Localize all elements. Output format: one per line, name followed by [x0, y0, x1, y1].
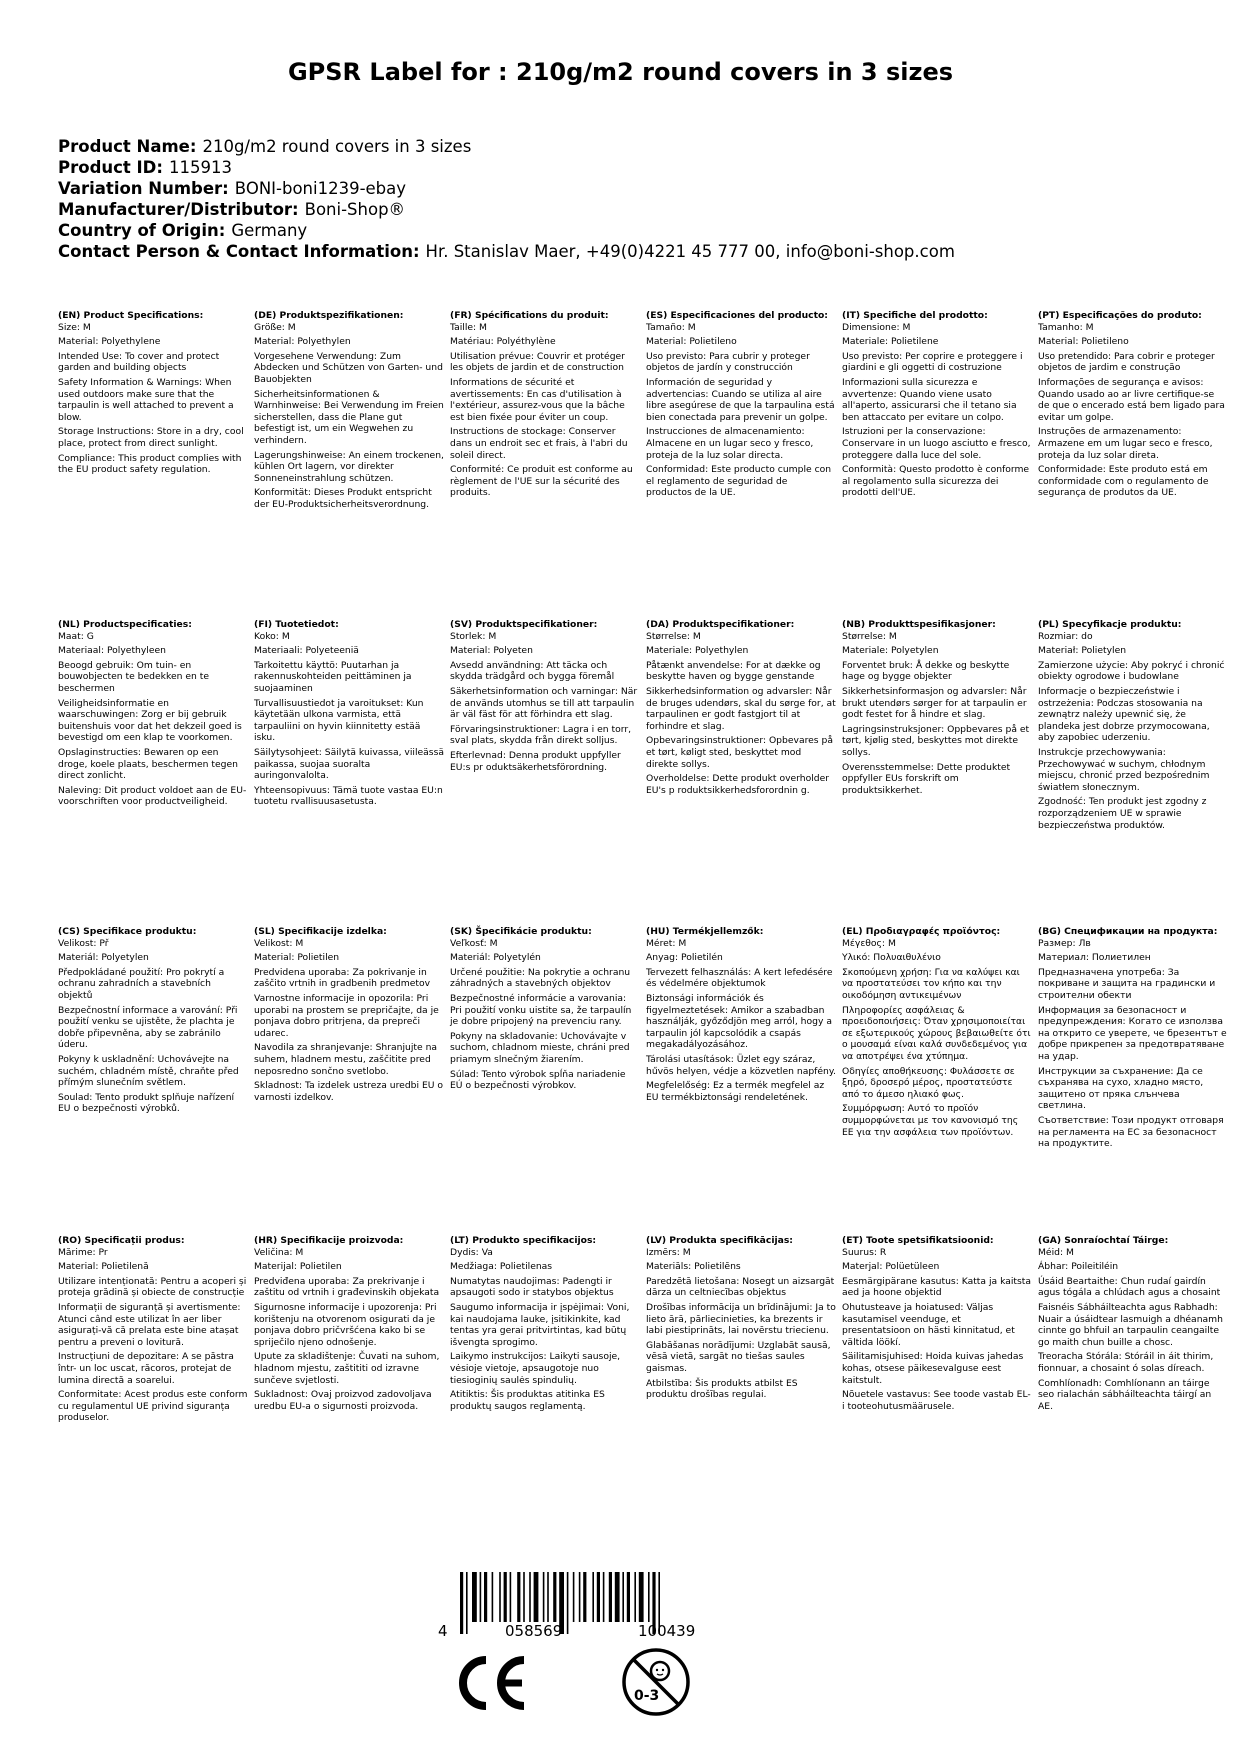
info-value: Boni-Shop® — [304, 200, 406, 219]
spec-text: Treoracha Stórála: Stóráil in áit thirim, fionnuar, a chosaint ó solas díreach. — [1038, 1351, 1214, 1374]
spec-text: Předpokládané použití: Pro pokrytí a ochranu zahradních a stavebních objektů — [58, 966, 225, 1001]
barcode-bar — [534, 1572, 539, 1622]
spec-text: Conformità: Questo prodotto è conforme al regolamento sulla sicurezza dei prodotti dell'UE. — [842, 464, 1030, 499]
spec-text: Uso previsto: Para cubrir y proteger objetos de jardín y construcción — [646, 350, 810, 374]
spec-text: Avsedd användning: Att täcka och skydda trädgård och bygga föremål — [450, 659, 615, 683]
spec-text: Zgodność: Ten produkt jest zgodny z rozporządzeniem UE w sprawie bezpieczeństwa produktów. — [1038, 796, 1207, 831]
spec-heading: (FI) Tuotetiedot: — [254, 619, 339, 630]
spec-text: Materjal: Polüetüleen — [842, 1261, 940, 1273]
barcode-bar — [504, 1572, 507, 1622]
spec-text: Υλικό: Πολυαιθυλένιο — [842, 952, 941, 964]
barcode-bar — [609, 1572, 612, 1622]
barcode-bar — [615, 1572, 620, 1622]
barcode-bar — [510, 1572, 512, 1622]
spec-text: Maat: G — [58, 630, 94, 642]
not-for-children-0-3-icon — [620, 1646, 692, 1718]
ean-barcode — [438, 1572, 738, 1642]
spec-heading: (CS) Specifikace produktu: — [58, 926, 197, 937]
spec-text: Informations de sécurité et avertissements: En cas d'utilisation à l'extérieur, assurez-vous que la bâche est bien fixée pour éviter un coup. — [450, 376, 625, 423]
spec-text: Tamaño: M — [646, 321, 696, 333]
spec-text: Uso pretendido: Para cobrir e proteger objetos de jardim e construção — [1038, 350, 1215, 374]
spec-text: Ábhar: Poileitiléin — [1038, 1261, 1119, 1273]
spec-text: Pokyny k uskladnění: Uchovávejte na suchém, chladném místě, chraňte před přímým slunečním světlem. — [58, 1053, 239, 1089]
spec-text: Konformität: Dieses Produkt entspricht der EU-Produktsicherheitsverordnung. — [254, 487, 432, 510]
spec-text: Οδηγίες αποθήκευσης: Φυλάσσετε σε ξηρό, δροσερό μέρος, προστατεύστε από το άμεσο ηλιακό φως. — [842, 1065, 1015, 1100]
variation-number-row — [58, 178, 1208, 199]
barcode-bar — [523, 1572, 525, 1622]
spec-text: Suurus: R — [842, 1246, 887, 1258]
spec-text: Faisnéis Sábháilteachta agus Rabhadh: Nuair a úsáidtear lasmuigh a dhéanamh cinnte go bhfuil an tarpaulin ceangailte go maith chun buille a chosc. — [1038, 1301, 1223, 1348]
spec-text: Velikost: Př — [58, 937, 109, 949]
spec-text: Rozmiar: do — [1038, 630, 1093, 642]
barcode-bar — [529, 1572, 531, 1622]
barcode-bar — [573, 1572, 575, 1622]
barcode-bar — [499, 1572, 501, 1622]
spec-text: Материал: Полиетилен — [1038, 952, 1151, 964]
spec-text: Предназначена употреба: За покриване и защита на градински и строителни обекти — [1038, 966, 1216, 1001]
spec-text: Forventet bruk: Å dekke og beskytte hage og bygge objekter — [842, 659, 1010, 683]
spec-text: Yhteensopivuus: Tämä tuote vastaa EU:n tuotetu rvallisuusasetusta. — [254, 784, 443, 808]
spec-text: Material: Polietileno — [646, 336, 737, 348]
spec-text: Intended Use: To cover and protect garden and building objects — [58, 350, 220, 374]
barcode-bar — [460, 1572, 463, 1634]
spec-text: Säilitamisjuhised: Hoida kuivas jahedas kohas, otsese päikesevalguse eest kaitstult. — [842, 1351, 1024, 1386]
spec-text: Sigurnosne informacije i upozorenja: Pri korištenju na otvorenom osigurati da je ponjava dobro pričvršćena kako bi se spriječilo njeno odnošenje. — [254, 1301, 437, 1348]
spec-text: Påtænkt anvendelse: For at dække og beskytte haven og bygge genstande — [646, 659, 821, 683]
info-value: 115913 — [168, 158, 232, 177]
spec-text: Istruzioni per la conservazione: Conservare in un luogo asciutto e fresco, proteggere dalla luce del sole. — [842, 426, 1031, 461]
barcode-bar — [472, 1572, 477, 1622]
barcode-bar — [553, 1572, 556, 1622]
spec-text: Veľkosť: M — [450, 937, 498, 949]
spec-text: Izmērs: M — [646, 1246, 691, 1258]
spec-text: Informazioni sulla sicurezza e avvertenze: Quando viene usato all'aperto, assicurarsi che il tetano sia ben attaccato per evitare un colpo. — [842, 376, 1017, 423]
barcode-bar — [592, 1572, 594, 1622]
info-value: Hr. Stanislav Maer, +49(0)4221 45 777 00, info@boni-shop.com — [425, 242, 955, 261]
spec-block — [646, 619, 836, 799]
product-name-row — [58, 136, 1208, 157]
spec-text: Material: Polietilenă — [58, 1261, 149, 1273]
barcode-digits-left: 058569 — [505, 1622, 563, 1640]
spec-text: Material: Polietileno — [1038, 336, 1129, 348]
spec-text: Größe: M — [254, 321, 296, 333]
spec-text: Informații de siguranță și avertismente: Atunci când este utilizat în aer liber asigurați-vă că prelata este bine atașat pentru a preveni o lovitură. — [58, 1301, 241, 1348]
spec-text: Vorgesehene Verwendung: Zum Abdecken und Schützen von Garten- und Bauobjekten — [254, 350, 443, 385]
spec-text: Anyag: Polietilén — [646, 952, 723, 964]
spec-text: Uso previsto: Per coprire e proteggere i giardini e gli oggetti di costruzione — [842, 350, 1023, 374]
spec-text: Veličina: M — [254, 1246, 304, 1258]
spec-heading: (EN) Product Specifications: — [58, 310, 204, 321]
barcode-bar — [480, 1572, 482, 1622]
spec-text: Instrukcje przechowywania: Przechowywać w suchym, chłodnym miejscu, chronić przed bezpośrednim światłem słonecznym. — [1038, 746, 1210, 793]
spec-block — [450, 619, 640, 776]
spec-heading: (DE) Produktspezifikationen: — [254, 310, 404, 321]
barcode-bar — [579, 1572, 581, 1622]
spec-text: Förvaringsinstruktioner: Lagra i en torr, sval plats, skydda från direkt solljus. — [450, 723, 632, 747]
age-range-text: 0-3 — [634, 1688, 660, 1704]
spec-block — [254, 619, 444, 811]
spec-text: Tárolási utasítások: Üzlet egy száraz, hűvös helyen, védje a közvetlen napfény. — [646, 1053, 836, 1077]
spec-text: Säkerhetsinformation och varningar: När de används utomhus se till att tarpaulin är väl fäst för att förhindra ett slag. — [450, 685, 638, 721]
spec-text: Informacje o bezpieczeństwie i ostrzeżenia: Podczas stosowania na zewnątrz należy upewnić się, że plandeka jest dobrze przymocowana, aby zapobiec uderzeniu. — [1038, 685, 1210, 744]
spec-text: Sicherheitsinformationen & Warnhinweise: Bei Verwendung im Freien sicherstellen, dass die Plane gut befestigt ist, um ein Wegwehen zu verhindern. — [254, 388, 444, 446]
spec-heading: (PT) Especificações do produto: — [1038, 310, 1202, 321]
barcode-bar — [639, 1572, 644, 1622]
spec-text: Safety Information & Warnings: When used outdoors make sure that the tarpaulin is well attached to prevent a blow. — [58, 376, 234, 423]
info-value: BONI-boni1239-ebay — [234, 179, 407, 198]
spec-text: Størrelse: M — [646, 630, 701, 642]
spec-heading: (HR) Specifikacije proizvoda: — [254, 1235, 404, 1246]
spec-block — [842, 310, 1032, 502]
spec-text: Atbilstība: Šis produkts atbilst ES produktu drošības regulai. — [646, 1377, 798, 1401]
info-key: Variation Number: — [58, 179, 229, 198]
spec-block — [646, 926, 836, 1106]
spec-block — [1038, 926, 1228, 1153]
spec-text: Predviđena uporaba: Za prekrivanje i zaštitu od vrtnih i građevinskih objekata — [254, 1275, 440, 1299]
spec-text: Materiale: Polietilene — [842, 336, 939, 348]
barcode-digit-first: 4 — [438, 1622, 448, 1640]
info-key: Product Name: — [58, 137, 197, 156]
spec-text: Súlad: Tento výrobok spĺňa nariadenie EÚ o bezpečnosti výrobkov. — [450, 1068, 626, 1092]
spec-block — [646, 1235, 836, 1404]
spec-heading: (ET) Toote spetsifikatsioonid: — [842, 1235, 994, 1246]
spec-text: Overensstemmelse: Dette produktet oppfyller EUs forskrift om produktsikkerhet. — [842, 761, 1011, 796]
spec-heading: (LV) Produkta specifikācijas: — [646, 1235, 793, 1246]
spec-text: Drošības informācija un brīdinājumi: Ja to lieto ārā, pārliecinieties, ka brezents ir labi piestiprināts, lai novērstu triecienu. — [646, 1301, 836, 1337]
spec-text: Material: Polyethylen — [254, 336, 351, 348]
info-key: Product ID: — [58, 158, 163, 177]
spec-heading: (SV) Produktspecifikationer: — [450, 619, 598, 630]
spec-block — [58, 1235, 248, 1427]
barcode-bar — [648, 1572, 650, 1622]
manufacturer-row — [58, 199, 1208, 220]
barcode-bar — [622, 1572, 624, 1622]
spec-block — [842, 926, 1032, 1141]
spec-block — [254, 310, 444, 514]
spec-text: Pokyny na skladovanie: Uchovávajte v suchom, chladnom mieste, chráni pred priamym slnečným žiarením. — [450, 1030, 630, 1065]
barcode-bar — [597, 1572, 600, 1622]
spec-text: Material: Polyethylene — [58, 336, 161, 348]
spec-text: Dimensione: M — [842, 321, 911, 333]
spec-text: Materiál: Polyetylén — [450, 952, 541, 964]
spec-heading: (LT) Produkto specifikacijos: — [450, 1235, 597, 1246]
spec-text: Laikymo instrukcijos: Laikyti sausoje, vėsioje vietoje, apsaugotoje nuo tiesioginių saulės spindulių. — [450, 1351, 621, 1386]
spec-text: Ohutusteave ja hoiatused: Väljas kasutamisel veenduge, et presentatsioon on hästi kinnitatud, et vältida löökí. — [842, 1301, 1015, 1348]
spec-text: Σκοπούμενη χρήση: Για να καλύψει και να προστατεύσει τον κήπο και την οικοδόμηση αντικειμένων — [842, 966, 1020, 1001]
info-key: Contact Person & Contact Information: — [58, 242, 420, 261]
spec-text: Materiale: Polyetylen — [842, 645, 939, 657]
spec-text: Velikost: M — [254, 937, 304, 949]
spec-text: Съответствие: Този продукт отговаря на регламента на ЕС за безопасност на продуктите. — [1038, 1114, 1224, 1150]
spec-text: Informações de segurança e avisos: Quando usado ao ar livre certifique-se de que o encerado está bem ligado para evitar um golpe. — [1038, 376, 1225, 423]
info-value: Germany — [231, 221, 308, 240]
info-key: Country of Origin: — [58, 221, 226, 240]
spec-block — [450, 1235, 640, 1415]
spec-heading: (SL) Specifikacije izdelka: — [254, 926, 387, 937]
ce-mark-icon — [452, 1652, 532, 1714]
spec-heading: (ES) Especificaciones del producto: — [646, 310, 828, 321]
barcode-bar — [634, 1572, 636, 1622]
spec-text: Tarkoitettu käyttö: Puutarhan ja rakennuskohteiden peittäminen ja suojaaminen — [254, 659, 412, 694]
spec-text: Efterlevnad: Denna produkt uppfyller EU:s pr oduktsäkerhetsförordning. — [450, 749, 621, 773]
spec-text: Säilytysohjeet: Säilytä kuivassa, viileässä paikassa, suojaa suoralta auringonvalolta. — [254, 746, 445, 782]
spec-block — [58, 926, 248, 1118]
spec-heading: (PL) Specyfikacje produktu: — [1038, 619, 1182, 630]
spec-text: Sikkerhetsinformasjon og advarsler: Når brukt utendørs sørger for at tarpaulin er godt festet for å hindre et slag. — [842, 685, 1027, 721]
product-info — [58, 136, 1208, 262]
spec-text: Materiál: Polyetylen — [58, 952, 149, 964]
label-title: GPSR Label for : 210g/m2 round covers in 3 sizes — [287, 58, 954, 86]
spec-text: Conformitate: Acest produs este conform cu regulamentul UE privind siguranța produselor. — [58, 1389, 248, 1424]
spec-heading: (IT) Specifiche del prodotto: — [842, 310, 988, 321]
spec-text: Matériau: Polyéthylène — [450, 336, 556, 348]
barcode-bar — [543, 1572, 545, 1622]
spec-block — [1038, 619, 1228, 834]
spec-text: Méret: M — [646, 937, 687, 949]
spec-text: Overholdelse: Dette produkt overholder EU's p roduktsikkerhedsforordnin g. — [646, 773, 830, 796]
spec-text: Varnostne informacije in opozorila: Pri uporabi na prostem se prepričajte, da je ponjava dobro pritrjena, da prepreči udarec. — [254, 992, 439, 1039]
spec-text: Beoogd gebruik: Om tuin- en bouwobjecten te bedekken en te beschermen — [58, 659, 210, 694]
spec-text: Conformidade: Este produto está em conformidade com o regulamento de segurança de produtos da UE. — [1038, 464, 1209, 499]
spec-text: Soulad: Tento produkt splňuje nařízení EU o bezpečnosti výrobků. — [58, 1091, 235, 1115]
spec-text: Συμμόρφωση: Αυτό το προϊόν συμμορφώνεται με τον κανονισμό της ΕΕ για την ασφάλεια των προϊόντων. — [842, 1103, 1019, 1138]
barcode-digits-right: 100439 — [638, 1622, 696, 1640]
spec-heading: (EL) Προδιαγραφές προϊόντος: — [842, 926, 1001, 937]
spec-text: Eesmärgipärane kasutus: Katta ja kaitsta aed ja hoone objektid — [842, 1275, 1032, 1299]
spec-text: Naleving: Dit product voldoet aan de EU-voorschriften voor productveiligheid. — [58, 784, 247, 808]
spec-text: Určené použitie: Na pokrytie a ochranu záhradných a stavebných objektov — [450, 966, 631, 990]
spec-heading: (FR) Spécifications du produit: — [450, 310, 609, 321]
barcode-bar — [547, 1572, 549, 1622]
spec-block — [646, 310, 836, 502]
spec-text: Instruções de armazenamento: Armazene em um lugar seco e fresco, proteja da luz solar direta. — [1038, 426, 1213, 461]
spec-text: Materiał: Polietylen — [1038, 645, 1127, 657]
spec-heading: (NL) Productspecificaties: — [58, 619, 192, 630]
spec-heading: (DA) Produktspecifikationer: — [646, 619, 795, 630]
spec-text: Lagringsinstruksjoner: Oppbevares på et tørt, kjølig sted, beskyttes mot direkte sollys. — [842, 723, 1030, 758]
spec-text: Predvidena uporaba: Za pokrivanje in zaščito vrtnih in gradbenih predmetov — [254, 966, 431, 990]
spec-text: Taille: M — [450, 321, 487, 333]
spec-block — [254, 1235, 444, 1415]
spec-text: Zamierzone użycie: Aby pokryć i chronić obiekty ogrodowe i budowlane — [1038, 659, 1225, 683]
spec-block — [842, 1235, 1032, 1415]
spec-text: Koko: M — [254, 630, 290, 642]
spec-block — [450, 926, 640, 1095]
spec-text: Material: Polyeten — [450, 645, 533, 657]
spec-text: Opbevaringsinstruktioner: Opbevares på et tørt, køligt sted, beskyttet mod direkte sollys. — [646, 735, 833, 770]
spec-text: Medžiaga: Polietilenas — [450, 1261, 553, 1273]
spec-text: Méid: M — [1038, 1246, 1074, 1258]
spec-text: Bezpečnostné informácie a varovania: Pri použití vonku uistite sa, že tarpaulín je dobre pripojený na prevenciu rany. — [450, 992, 632, 1028]
country-row — [58, 220, 1208, 241]
spec-heading: (RO) Specificații produs: — [58, 1235, 185, 1246]
spec-text: Sukladnost: Ovaj proizvod zadovoljava uredbu EU-a o sigurnosti proizvoda. — [254, 1389, 432, 1412]
spec-block — [58, 310, 248, 479]
spec-text: Navodila za shranjevanje: Shranjujte na suhem, hladnem mestu, zaščitite pred neposredno sončno svetlobo. — [254, 1042, 438, 1077]
barcode-bar — [484, 1572, 487, 1622]
spec-text: Storlek: M — [450, 630, 497, 642]
spec-text: Comhlíonadh: Comhlíonann an táirge seo rialachán sábháilteachta táirgí an AE. — [1038, 1377, 1212, 1412]
barcode-bar — [583, 1572, 586, 1622]
spec-text: Material: Polietilen — [254, 952, 340, 964]
spec-block — [842, 619, 1032, 799]
barcode-bar — [567, 1572, 569, 1634]
spec-text: Size: M — [58, 321, 91, 333]
spec-text: Sikkerhedsinformation og advarsler: Når de bruges udendørs, skal du sørge for, at tarpaulinen er godt fastgjort til at forhindre et slag. — [646, 685, 836, 732]
spec-text: Lagerungshinweise: An einem trockenen, kühlen Ort lagern, vor direkter Sonneneinstrahlung schützen. — [254, 449, 444, 484]
spec-text: Utilizare intenționată: Pentru a acoperi și proteja grădină și obiecte de construcție — [58, 1275, 247, 1299]
barcode-bar — [492, 1572, 494, 1622]
spec-text: Instrucțiuni de depozitare: A se păstra într- un loc uscat, răcoros, protejat de lumina directă a soarelui. — [58, 1351, 234, 1386]
product-id-row — [58, 157, 1208, 178]
spec-text: Paredzētā lietošana: Nosegt un aizsargāt dārza un celtniecības objektus — [646, 1275, 835, 1299]
spec-heading: (GA) Sonraíochtaí Táirge: — [1038, 1235, 1169, 1246]
spec-block — [450, 310, 640, 502]
spec-text: Størrelse: M — [842, 630, 897, 642]
spec-text: Tervezett felhasználás: A kert lefedésére és védelmére objektumok — [646, 966, 833, 990]
spec-text: Materiaali: Polyeteeniä — [254, 645, 359, 657]
spec-text: Storage Instructions: Store in a dry, cool place, protect from direct sunlight. — [58, 426, 244, 449]
spec-text: Materijal: Polietilen — [254, 1261, 342, 1273]
spec-text: Úsáid Beartaithe: Chun rudaí gairdín agus tógála a chlúdach agus a chosaint — [1038, 1275, 1221, 1299]
spec-block — [1038, 1235, 1228, 1415]
barcode-bar — [517, 1572, 520, 1622]
spec-text: Opslaginstructies: Bewaren op een droge, koele plaats, beschermen tegen direct zonlicht. — [58, 746, 238, 782]
spec-text: Atitiktis: Šis produktas atitinka ES produktų saugos reglamentą. — [450, 1389, 605, 1412]
spec-text: Skladnost: Ta izdelek ustreza uredbi EU o varnosti izdelkov. — [254, 1080, 444, 1103]
spec-text: Información de seguridad y advertencias: Cuando se utiliza al aire libre asegúrese de que la tarpaulina está bien conectada para prevenir un golpe. — [646, 376, 835, 423]
spec-text: Numatytas naudojimas: Padengti ir apsaugoti sodo ir statybos objektus — [450, 1275, 614, 1299]
spec-text: Compliance: This product complies with the EU product safety regulation. — [58, 452, 242, 476]
spec-block — [254, 926, 444, 1106]
spec-text: Instrucciones de almacenamiento: Almacene en un lugar seco y fresco, proteja de la luz solar directa. — [646, 426, 814, 461]
barcode-bar — [627, 1572, 630, 1622]
spec-text: Saugumo informacija ir įspėjimai: Voni, kai naudojama lauke, įsitikinkite, kad tentas yra gerai pritvirtintas, kad būtų išvengta sprogimo. — [450, 1301, 630, 1348]
info-key: Manufacturer/Distributor: — [58, 200, 299, 219]
spec-text: Biztonsági információk és figyelmeztetések: Amikor a szabadban használják, győződjön meg arról, hogy a tarpaulin jól kapcsolódik a csapás megakadályozásához. — [646, 992, 832, 1051]
spec-text: Информация за безопасност и предупреждения: Когато се използва на открито се уверете, че брезентът е добре прикрепен за предотвратяване на удар. — [1038, 1004, 1227, 1062]
info-value: 210g/m2 round covers in 3 sizes — [202, 137, 472, 156]
spec-text: Mărime: Pr — [58, 1246, 108, 1258]
spec-text: Conformité: Ce produit est conforme au règlement de l'UE sur la sécurité des produits. — [450, 464, 633, 499]
spec-heading: (BG) Спецификации на продукта: — [1038, 926, 1218, 937]
spec-text: Materiaal: Polyethyleen — [58, 645, 166, 657]
spec-text: Инструкции за съхранение: Да се съхранява на сухо, хладно място, защитено от пряка слънчева светлина. — [1038, 1065, 1204, 1112]
spec-text: Materiale: Polyethylen — [646, 645, 749, 657]
spec-heading: (NB) Produkttspesifikasjoner: — [842, 619, 996, 630]
spec-text: Nõuetele vastavus: See toode vastab EL-i tooteohutusmäärusele. — [842, 1389, 1031, 1412]
contact-row — [58, 241, 1208, 262]
spec-text: Bezpečnostní informace a varování: Při použití venku se ujistěte, že plachta je dobře připevněna, aby se zabránilo úderu. — [58, 1004, 238, 1051]
spec-text: Conformidad: Este producto cumple con el reglamento de seguridad de productos de la UE. — [646, 464, 832, 499]
spec-block — [58, 619, 248, 811]
spec-text: Veiligheidsinformatie en waarschuwingen: Zorg er bij gebruik buitenshuis voor dat het dekzeil goed is bevestigd om een klap te voorkomen. — [58, 697, 242, 744]
barcode-bar — [466, 1572, 468, 1634]
spec-heading: (SK) Špecifikácie produktu: — [450, 926, 592, 937]
spec-text: Materiāls: Polietilēns — [646, 1261, 741, 1273]
spec-text: Μέγεθος: M — [842, 937, 896, 949]
spec-text: Tamanho: M — [1038, 321, 1094, 333]
spec-text: Πληροφορίες ασφάλειας & προειδοποιήσεις: Όταν χρησιμοποιείται σε εξωτερικούς χώρους βεβαιωθείτε ότι ο μουσαμά είναι καλά συνδεδεμένος για να αποτρέψει ένα χτύπημα. — [842, 1004, 1031, 1062]
spec-text: Upute za skladištenje: Čuvati na suhom, hladnom mjestu, zaštititi od izravne sunčeve svjetlosti. — [254, 1351, 440, 1386]
spec-block — [1038, 310, 1228, 502]
spec-text: Megfelelőség: Ez a termék megfelel az EU termékbiztonsági rendeletének. — [646, 1080, 825, 1103]
spec-heading: (HU) Termékjellemzők: — [646, 926, 764, 937]
spec-text: Dydis: Va — [450, 1246, 493, 1258]
spec-text: Utilisation prévue: Couvrir et protéger les objets de jardin et de construction — [450, 350, 625, 374]
spec-text: Размер: Лв — [1038, 937, 1091, 949]
spec-text: Instructions de stockage: Conserver dans un endroit sec et frais, à l'abri du soleil direct. — [450, 426, 628, 461]
barcode-bar — [603, 1572, 605, 1622]
spec-text: Glabāšanas norādījumi: Uzglabāt sausā, vēsā vietā, sargāt no tiešas saules gaismas. — [646, 1339, 831, 1374]
spec-text: Turvallisuustiedot ja varoitukset: Kun käytetään ulkona varmista, että tarpauliini on hyvin kiinnitetty estää isku. — [254, 697, 424, 744]
